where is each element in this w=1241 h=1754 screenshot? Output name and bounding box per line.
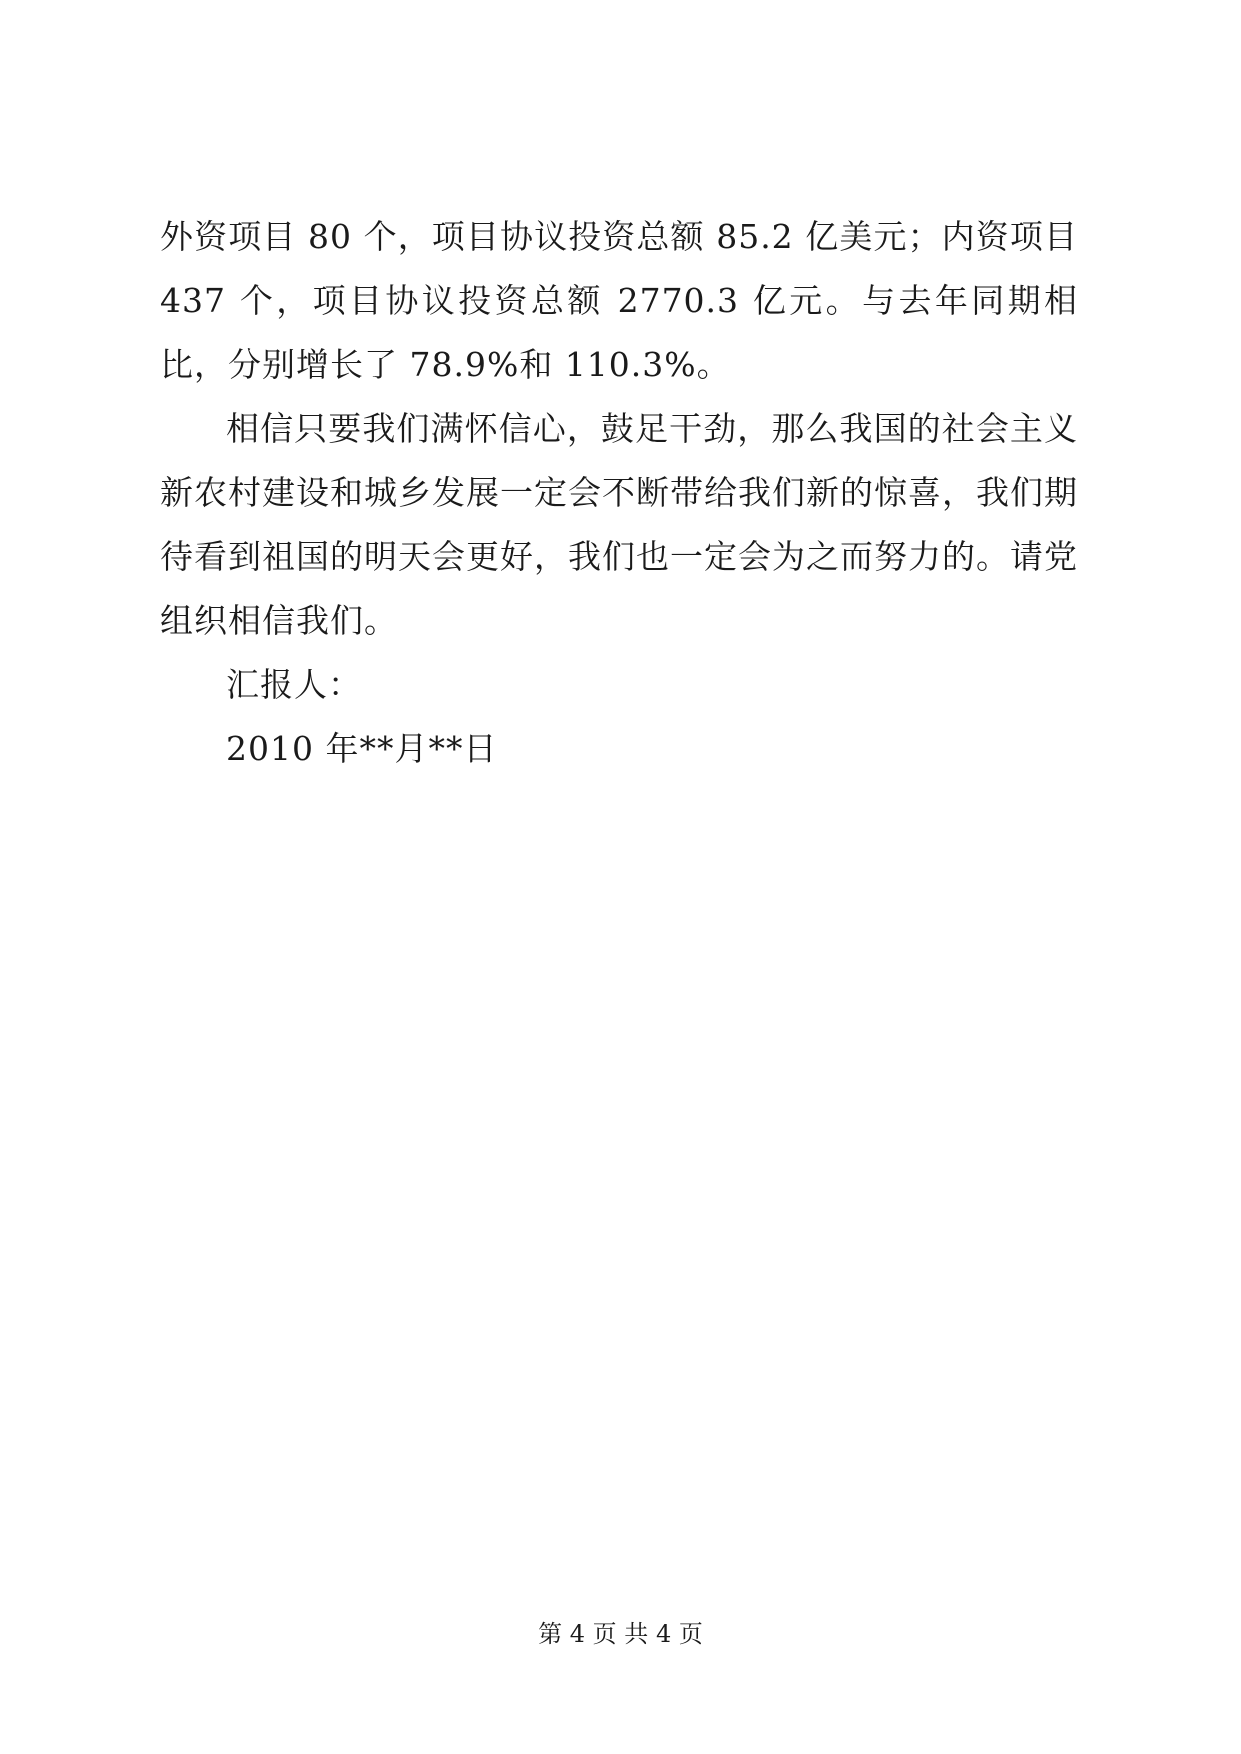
page-footer: 第 4 页 共 4 页 [538, 1620, 703, 1648]
document-body [160, 205, 1078, 781]
paragraph-closing-statement: 相信只要我们满怀信心，鼓足干劲，那么我国的社会主义新农村建设和城乡发展一定会不断带给我们新的惊喜，我们期待看到祖国的明天会更好，我们也一定会为之而努力的。请党组织相信我们。 [160, 409, 1078, 640]
date-line: 2010 年**月**日 [226, 729, 498, 768]
reporter-line: 汇报人： [226, 665, 362, 704]
paragraph-investment-stats: 外资项目 80 个，项目协议投资总额 85.2 亿美元；内资项目 437 个，项目协议投资总额 2770.3 亿元。与去年同期相比，分别增长了 78.9%和 110.3%。 [160, 217, 1078, 384]
